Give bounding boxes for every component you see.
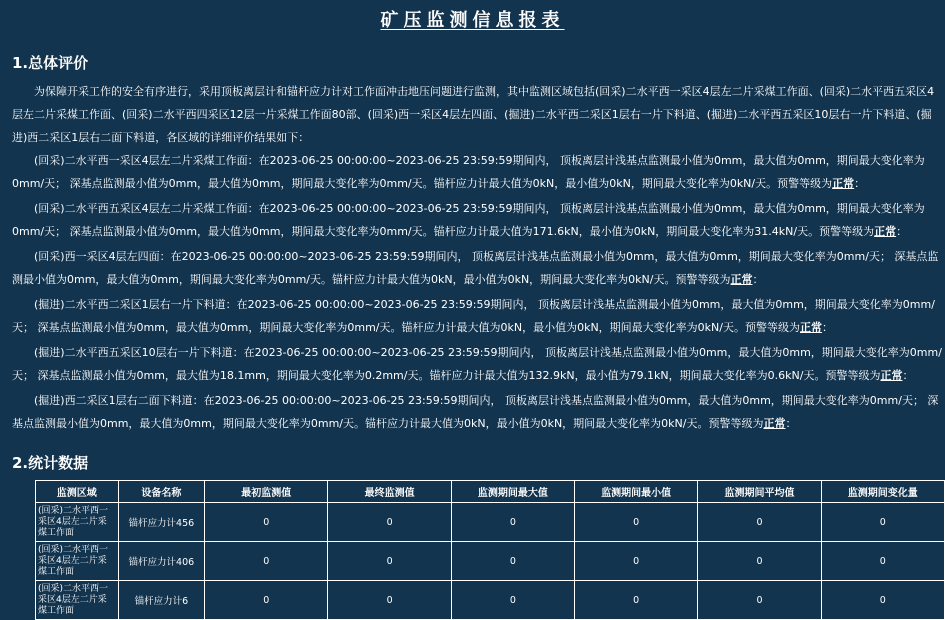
area-tail: ： [896,225,908,238]
area-text: (回采)二水平西五采区4层左二片采煤工作面：在2023-06-25 00:00:00~2023-06-25 23:59:59期间内， 顶板离层计浅基点监测最小值为0mm，最大值为0mm，期间最大变化率为0mm/天； 深基点监测最小值为0mm，最大值为0mm，期间最大变化率为0mm/天。锚杆应力计最大值为171.6kN，最小值为0kN，期间最大变化率为31.4kN/天。预警等级为 [12,202,925,238]
cell-initial: 0 [205,581,328,620]
cell-change: 0 [821,581,944,620]
area-paragraph [12,293,942,339]
area-paragraph [12,149,942,195]
cell-min: 0 [575,581,698,620]
warning-level: 正常 [880,369,903,382]
cell-change: 0 [821,503,944,542]
area-paragraph [12,245,942,291]
cell-device: 锚杆应力计456 [118,503,205,542]
cell-final: 0 [328,581,451,620]
cell-max: 0 [451,503,574,542]
area-text: (掘进)西二采区1层右二面下料道：在2023-06-25 00:00:00~2023-06-25 23:59:59期间内， 顶板离层计浅基点监测最小值为0mm，最大值为0mm，期间最大变化率为0mm/天； 深基点监测最小值为0mm，最大值为0mm，期间最大变化率为0mm/天。锚杆应力计最大值为0kN，最小值为0kN，期间最大变化率为0kN/天。预警等级为 [12,394,939,430]
overall-evaluation [12,80,942,437]
area-tail: ： [785,417,797,430]
header-final: 最终监测值 [328,481,451,503]
cell-avg: 0 [698,581,821,620]
warning-level: 正常 [763,417,786,430]
table-row [36,581,945,620]
section-heading-stats: 2.统计数据 [12,454,89,472]
cell-initial: 0 [205,503,328,542]
cell-area: (回采)二水平西一采区4层左二片采煤工作面 [36,503,119,542]
cell-initial: 0 [205,542,328,581]
table-row [36,542,945,581]
area-text: (回采)二水平西一采区4层左二片采煤工作面：在2023-06-25 00:00:00~2023-06-25 23:59:59期间内， 顶板离层计浅基点监测最小值为0mm，最大值为0mm，期间最大变化率为0mm/天； 深基点监测最小值为0mm，最大值为0mm，期间最大变化率为0mm/天。锚杆应力计最大值为0kN，最小值为0kN，期间最大变化率为0kN/天。预警等级为 [12,154,925,190]
area-tail: ： [902,369,914,382]
area-tail: ： [821,321,833,334]
section-heading-overall: 1.总体评价 [12,54,89,72]
warning-level: 正常 [799,321,822,334]
header-max: 监测期间最大值 [451,481,574,503]
area-paragraph [12,197,942,243]
header-min: 监测期间最小值 [575,481,698,503]
cell-device: 锚杆应力计6 [118,581,205,620]
area-text: (回采)西一采区4层左四面：在2023-06-25 00:00:00~2023-06-25 23:59:59期间内， 顶板离层计浅基点监测最小值为0mm，最大值为0mm，期间最大变化率为0mm/天； 深基点监测最小值为0mm，最大值为0mm，期间最大变化率为0mm/天。锚杆应力计最大值为0kN，最小值为0kN，期间最大变化率为0kN/天。预警等级为 [12,250,939,286]
area-paragraph [12,389,942,435]
area-text: (掘进)二水平西二采区1层右一片下料道：在2023-06-25 00:00:00~2023-06-25 23:59:59期间内， 顶板离层计浅基点监测最小值为0mm，最大值为0mm，期间最大变化率为0mm/天； 深基点监测最小值为0mm，最大值为0mm，期间最大变化率为0mm/天。锚杆应力计最大值为0kN，最小值为0kN，期间最大变化率为0kN/天。预警等级为 [12,298,935,334]
cell-avg: 0 [698,503,821,542]
cell-final: 0 [328,542,451,581]
area-paragraph [12,341,942,387]
area-tail: ： [854,177,866,190]
warning-level: 正常 [874,225,897,238]
header-area: 监测区域 [36,481,119,503]
header-initial: 最初监测值 [205,481,328,503]
cell-min: 0 [575,542,698,581]
area-tail: ： [752,273,764,286]
warning-level: 正常 [832,177,855,190]
table-header-row [36,481,945,503]
header-avg: 监测期间平均值 [698,481,821,503]
table-row [36,503,945,542]
area-text: (掘进)二水平西五采区10层右一片下料道：在2023-06-25 00:00:00~2023-06-25 23:59:59期间内， 顶板离层计浅基点监测最小值为0mm，最大值为0mm，期间最大变化率为0mm/天； 深基点监测最小值为0mm，最大值为18.1mm，期间最大变化率为0.2mm/天。锚杆应力计最大值为132.9kN，最小值为79.1kN，期间最大变化率为0.6kN/天。预警等级为 [12,346,942,382]
cell-device: 锚杆应力计406 [118,542,205,581]
cell-avg: 0 [698,542,821,581]
header-device: 设备名称 [118,481,205,503]
page-title: 矿压监测信息报表 [380,10,565,31]
intro-paragraph: 为保障开采工作的安全有序进行，采用顶板离层计和锚杆应力计对工作面冲击地压问题进行监测，其中监测区域包括(回采)二水平西一采区4层左二片采煤工作面、(回采)二水平西五采区4层左二片采煤工作面、(回采)二水平西四采区12层一片采煤工作面80部、(回采)西一采区4层左四面、(掘进)二水平西二采区1层右一片下料道、(掘进)二水平西五采区10层右一片下料道、(掘进)西二采区1层右二面下料道，各区域的详细评价结果如下： [12,85,935,144]
cell-area: (回采)二水平西一采区4层左二片采煤工作面 [36,542,119,581]
cell-change: 0 [821,542,944,581]
cell-max: 0 [451,542,574,581]
cell-area: (回采)二水平西一采区4层左二片采煤工作面 [36,581,119,620]
warning-level: 正常 [730,273,753,286]
cell-min: 0 [575,503,698,542]
cell-final: 0 [328,503,451,542]
header-change: 监测期间变化量 [821,481,944,503]
stats-table [35,480,945,620]
cell-max: 0 [451,581,574,620]
